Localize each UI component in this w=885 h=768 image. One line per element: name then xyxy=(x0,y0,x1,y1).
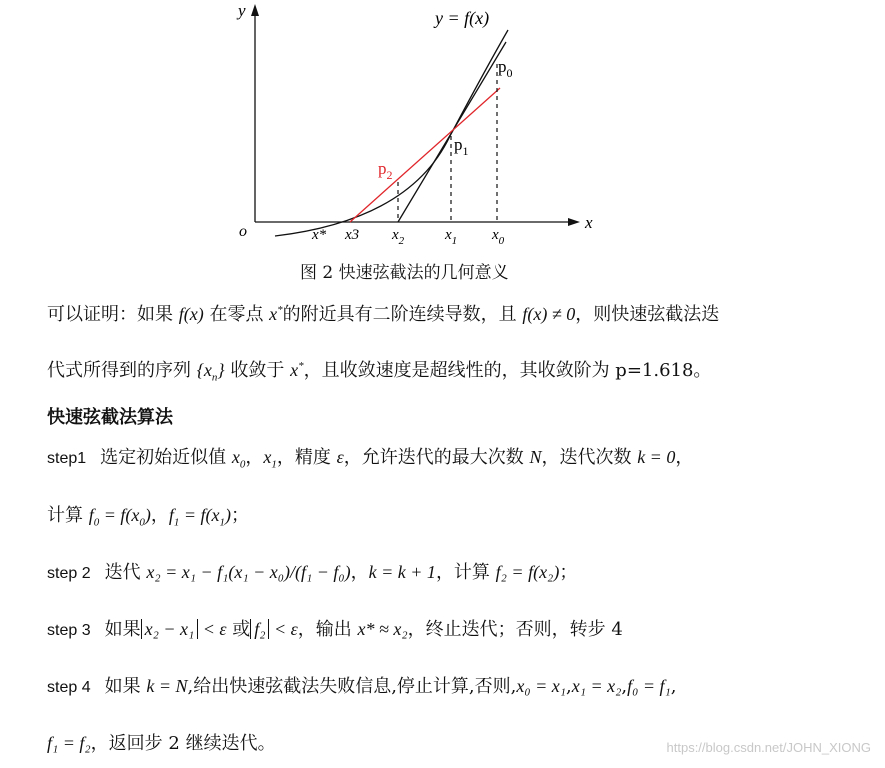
formula: f(x) ≠ 0 xyxy=(522,304,576,324)
formula: f(x) xyxy=(178,304,204,324)
text: ， xyxy=(150,505,169,526)
text: , xyxy=(621,676,628,697)
text: ，精度 xyxy=(276,447,337,468)
text: 计算 xyxy=(47,505,89,526)
secant-p0-p1 xyxy=(398,42,506,222)
text: 可以证明：如果 xyxy=(47,304,179,325)
formula: k = k + 1 xyxy=(368,562,436,582)
text: ,给出快速弦截法失败信息,停止计算,否则, xyxy=(187,676,517,697)
text: ，且收敛速度是超线性的，其收敛阶为 p=1.618。 xyxy=(303,360,712,381)
text: 选定初始近似值 xyxy=(100,447,232,468)
text: 如果 xyxy=(104,676,147,697)
text: 如果 xyxy=(104,619,141,640)
text: ，计算 xyxy=(435,562,496,583)
algorithm-heading: 快速弦截法算法 xyxy=(47,407,173,428)
point-p1: $p_1$ xyxy=(454,135,469,158)
text: 收敛于 xyxy=(224,360,291,381)
formula: k = 0 xyxy=(637,447,676,467)
formula: < ε xyxy=(269,619,298,639)
secant-diagram xyxy=(230,0,600,252)
text: ， xyxy=(675,447,694,468)
text: ，则快速弦截法迭 xyxy=(575,304,720,325)
text: ， xyxy=(245,447,264,468)
formula: N xyxy=(529,447,542,467)
x-axis-label: x xyxy=(585,213,593,232)
step-1 xyxy=(47,443,693,471)
step-1-compute xyxy=(47,501,249,529)
text: ，输出 xyxy=(297,619,358,640)
point-p2: $p_2$ xyxy=(378,159,393,182)
text: ； xyxy=(559,562,578,583)
paragraph-2 xyxy=(47,356,711,384)
formula: $\{x_n\}$ xyxy=(196,360,225,384)
step-4-continue xyxy=(47,729,276,755)
text: , xyxy=(670,676,677,697)
text: ，返回步 2 继续迭代。 xyxy=(90,733,276,754)
watermark: https://blog.csdn.net/JOHN_XIONG xyxy=(666,740,871,755)
step-3 xyxy=(47,615,623,641)
origin-label: o xyxy=(239,223,247,240)
text: 的附近具有二阶连续导数，且 xyxy=(282,304,523,325)
curve-fx xyxy=(275,30,508,236)
tick-x1: $x_1$ xyxy=(445,227,458,247)
text: 代式所得到的序列 xyxy=(47,360,197,381)
formula: f₂ = f(x₂) xyxy=(495,562,560,582)
formula: $x_0$ xyxy=(231,447,246,471)
y-axis-arrow xyxy=(251,4,259,16)
formula: $f_1 = f(x_1)$ xyxy=(168,505,232,529)
formula: x₁ = x₂ xyxy=(571,676,622,696)
formula: < ε xyxy=(198,619,227,639)
tick-x0: $x_0$ xyxy=(492,227,505,247)
formula: x* xyxy=(269,304,283,324)
secant-figure xyxy=(230,0,600,252)
text: ，迭代次数 xyxy=(541,447,638,468)
formula: k = N xyxy=(146,676,188,696)
step-4 xyxy=(47,672,677,698)
text: 迭代 xyxy=(104,562,147,583)
text: ，终止迭代；否则，转步 4 xyxy=(407,619,623,640)
formula: $f_0 = f(x_0)$ xyxy=(88,505,151,529)
tick-x2: $x_2$ xyxy=(392,227,405,247)
paragraph-1 xyxy=(47,300,719,326)
step-label: step1 xyxy=(47,450,87,467)
formula: ε xyxy=(336,447,344,467)
figure-caption: 图 2 快速弦截法的几何意义 xyxy=(300,263,509,283)
point-p0: $p_0$ xyxy=(498,57,513,80)
text: ，允许迭代的最大次数 xyxy=(343,447,530,468)
step-label: step 3 xyxy=(47,622,91,639)
y-axis-label: y xyxy=(238,1,246,20)
formula: x₀ = x₁ xyxy=(516,676,567,696)
step-label: step 4 xyxy=(47,679,91,696)
tick-x3: x3 xyxy=(345,227,360,243)
step-2 xyxy=(47,558,577,584)
formula: x₂ − x₁ xyxy=(141,619,199,639)
formula: x* xyxy=(290,360,304,380)
secant-p1-p2 xyxy=(350,88,500,222)
curve-label: y = f(x) xyxy=(435,8,490,28)
formula: f₁ = f₂ xyxy=(47,733,91,753)
formula: x* ≈ x₂ xyxy=(357,619,408,639)
x-axis-arrow xyxy=(568,218,580,226)
formula: f₂ xyxy=(250,619,269,639)
formula: x₂ = x₁ − f₁(x₁ − x₀)/(f₁ − f₀) xyxy=(146,562,351,582)
text: 在零点 xyxy=(203,304,270,325)
text: ； xyxy=(231,505,250,526)
tick-xstar: x* xyxy=(312,227,327,243)
text: ， xyxy=(350,562,369,583)
text: , xyxy=(566,676,572,697)
formula: f₀ = f₁ xyxy=(627,676,671,696)
step-label: step 2 xyxy=(47,565,91,582)
formula: $x_1$ xyxy=(263,447,277,471)
text: 或 xyxy=(226,619,251,640)
